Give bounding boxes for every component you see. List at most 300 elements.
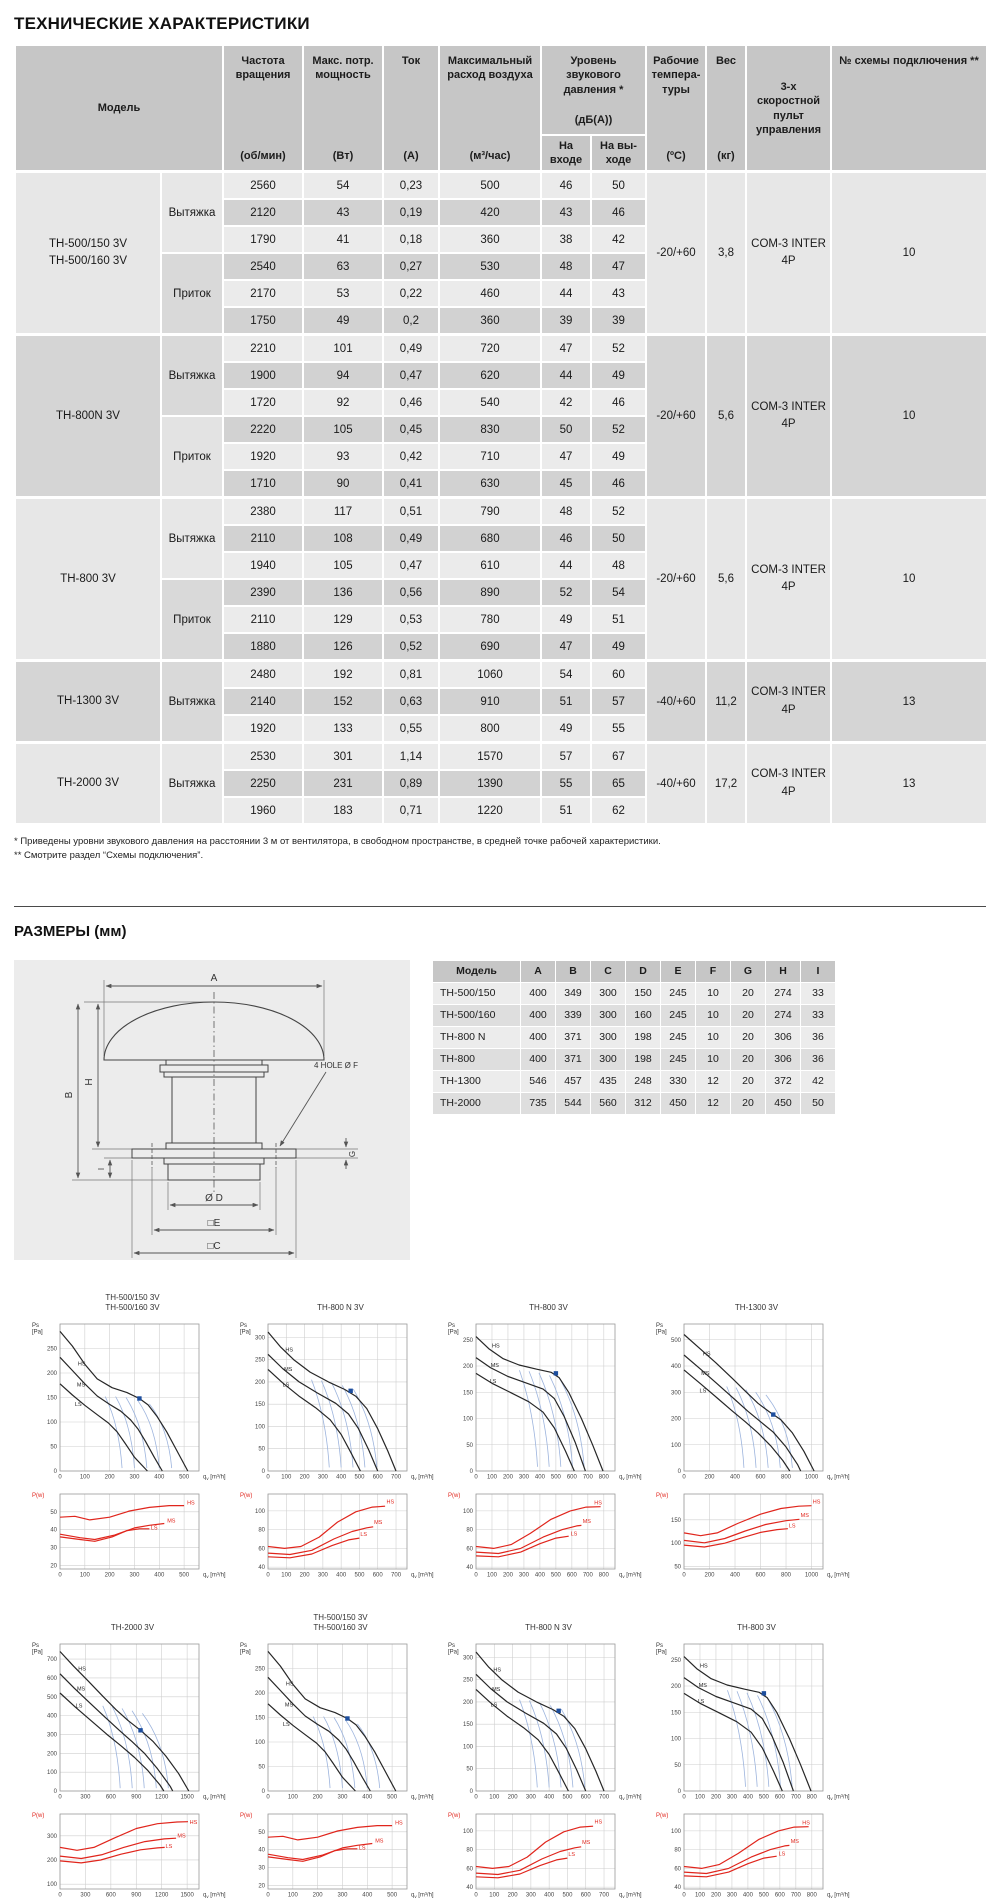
noise-in-value: 51: [541, 797, 591, 824]
dim-value: 248: [626, 1070, 661, 1092]
svg-text:250: 250: [46, 1346, 57, 1352]
dim-value: 42: [801, 1070, 836, 1092]
dim-value: 10: [696, 982, 731, 1004]
catalog-page: [0, 14, 1000, 1899]
power-value: 92: [303, 389, 383, 416]
operating-point-marker: [771, 1412, 775, 1416]
col-header-model: [15, 45, 223, 172]
dimensions-section: [14, 960, 986, 1260]
noise-in-value: 45: [541, 470, 591, 498]
svg-text:500: 500: [550, 1474, 561, 1480]
speed-value: 2170: [223, 280, 303, 307]
svg-text:200: 200: [312, 1794, 323, 1800]
svg-text:MS: MS: [76, 1686, 86, 1693]
temp-value: -40/+60: [646, 743, 706, 825]
weight-value: 3,8: [706, 172, 746, 335]
dim-col-header: G: [731, 960, 766, 982]
airflow-value: 780: [439, 606, 541, 633]
svg-text:LS: LS: [570, 1530, 578, 1537]
direction-cell: Приток: [161, 253, 223, 335]
dim-value: 12: [696, 1092, 731, 1114]
svg-text:50: 50: [258, 1446, 265, 1453]
noise-in-value: 48: [541, 253, 591, 280]
speed-value: 2210: [223, 335, 303, 363]
dim-col-header: D: [626, 960, 661, 982]
svg-text:300: 300: [670, 1389, 681, 1396]
power-value: 129: [303, 606, 383, 633]
pressure-chart-svg: [446, 1316, 651, 1486]
dim-value: 198: [626, 1026, 661, 1048]
speed-value: 1750: [223, 307, 303, 335]
svg-text:MS: MS: [284, 1366, 293, 1373]
svg-text:300: 300: [80, 1892, 91, 1898]
dim-value: 400: [521, 1048, 556, 1070]
dimensions-title: РАЗМЕРЫ (мм): [14, 922, 127, 940]
dim-value: 349: [556, 982, 591, 1004]
svg-text:300: 300: [518, 1572, 529, 1578]
chart-cell: [446, 1290, 651, 1584]
svg-text:60: 60: [466, 1545, 473, 1552]
svg-text:100: 100: [670, 1828, 681, 1835]
noise-in-value: 52: [541, 579, 591, 606]
svg-text:200: 200: [502, 1572, 513, 1578]
svg-text:[Pa]: [Pa]: [240, 1649, 251, 1655]
svg-text:LS: LS: [490, 1701, 498, 1708]
svg-text:400: 400: [336, 1572, 347, 1578]
svg-text:800: 800: [781, 1572, 792, 1578]
svg-text:500: 500: [758, 1794, 769, 1800]
svg-text:MS: MS: [375, 1838, 384, 1845]
svg-text:200: 200: [704, 1474, 715, 1480]
svg-text:0: 0: [474, 1892, 478, 1898]
speed-value: 1720: [223, 389, 303, 416]
svg-text:MS: MS: [698, 1682, 707, 1689]
dim-model-name: TH-800: [433, 1048, 521, 1070]
holes-label: 4 HOLE Ø F: [314, 1060, 359, 1070]
dimensions-table: [432, 960, 836, 1115]
series-HS: [476, 1506, 601, 1548]
noise-in-value: 44: [541, 552, 591, 579]
power-chart-svg: [446, 1806, 651, 1904]
svg-text:100: 100: [462, 1743, 473, 1750]
pressure-chart-svg: [30, 1636, 235, 1806]
svg-text:P(w): P(w): [656, 1812, 669, 1819]
dim-value: 306: [766, 1048, 801, 1070]
chart-title: TH-800 3V: [529, 1303, 568, 1313]
speed-value: 2110: [223, 606, 303, 633]
svg-text:100: 100: [254, 1739, 265, 1746]
svg-text:0: 0: [682, 1474, 686, 1480]
model-cell: TH-800N 3V: [15, 335, 161, 498]
dim-value: 400: [521, 1026, 556, 1048]
noise-in-value: 49: [541, 715, 591, 743]
dimension-row: [433, 1026, 836, 1048]
current-value: 0,19: [383, 199, 439, 226]
power-value: 183: [303, 797, 383, 824]
svg-text:MS: MS: [582, 1839, 591, 1846]
svg-text:qv [m³/h]: $q_v$ [m³/h]: [619, 1892, 642, 1899]
col-header-airflow: Максимальный расход воздуха (м³/час): [439, 45, 541, 172]
svg-text:200: 200: [507, 1892, 518, 1898]
scheme-value: 10: [831, 335, 987, 498]
noise-out-value: 49: [591, 443, 646, 470]
dim-value: 20: [731, 1026, 766, 1048]
series-MS: [60, 1357, 162, 1471]
speed-value: 1920: [223, 715, 303, 743]
power-value: 49: [303, 307, 383, 335]
current-value: 0,45: [383, 416, 439, 443]
svg-text:500: 500: [670, 1337, 681, 1344]
svg-text:600: 600: [774, 1892, 785, 1898]
airflow-value: 800: [439, 715, 541, 743]
speed-value: 2250: [223, 770, 303, 797]
svg-text:50: 50: [466, 1766, 473, 1773]
dim-value: 150: [626, 982, 661, 1004]
noise-in-value: 46: [541, 525, 591, 552]
dim-value: 371: [556, 1026, 591, 1048]
svg-text:0: 0: [682, 1572, 686, 1578]
svg-text:250: 250: [670, 1657, 681, 1664]
svg-text:700: 700: [582, 1474, 593, 1480]
dim-model-name: TH-2000: [433, 1092, 521, 1114]
weight-value: 11,2: [706, 661, 746, 743]
airflow-value: 720: [439, 335, 541, 363]
col-header-temp: Рабочие темпера- туры (ºС): [646, 45, 706, 172]
dim-model-name: TH-800 N: [433, 1026, 521, 1048]
dim-value: 546: [521, 1070, 556, 1092]
svg-text:100: 100: [486, 1474, 497, 1480]
noise-in-value: 44: [541, 362, 591, 389]
dim-col-header: E: [661, 960, 696, 982]
airflow-value: 1060: [439, 661, 541, 689]
svg-text:400: 400: [362, 1794, 373, 1800]
svg-text:400: 400: [534, 1474, 545, 1480]
svg-text:HS: HS: [802, 1819, 810, 1826]
svg-text:800: 800: [806, 1892, 817, 1898]
dim-value: 544: [556, 1092, 591, 1114]
col-header-noise-out: На вы- ходе: [591, 135, 646, 172]
direction-cell: Вытяжка: [161, 498, 223, 580]
operating-point-marker: [556, 1708, 560, 1712]
svg-text:200: 200: [502, 1474, 513, 1480]
dim-label-h: H: [84, 1077, 95, 1086]
svg-text:200: 200: [670, 1416, 681, 1422]
current-value: 0,41: [383, 470, 439, 498]
noise-out-value: 52: [591, 498, 646, 526]
power-value: 41: [303, 226, 383, 253]
dim-value: 50: [801, 1092, 836, 1114]
svg-text:qv [m³/h]: $q_v$ [m³/h]: [203, 1572, 226, 1579]
svg-text:LS: LS: [489, 1378, 497, 1385]
svg-text:80: 80: [466, 1527, 473, 1534]
dim-label-e: □E: [207, 1217, 221, 1229]
svg-text:[Pa]: [Pa]: [656, 1649, 667, 1655]
svg-text:0: 0: [682, 1794, 686, 1800]
dim-value: 36: [801, 1048, 836, 1070]
noise-out-value: 39: [591, 307, 646, 335]
dim-model-name: TH-1300: [433, 1070, 521, 1092]
svg-text:200: 200: [46, 1750, 57, 1757]
col-header-noise-in: На входе: [541, 135, 591, 172]
svg-text:0: 0: [53, 1468, 57, 1475]
svg-text:[Pa]: [Pa]: [32, 1649, 43, 1655]
scheme-value: 13: [831, 661, 987, 743]
specs-table-body: [15, 172, 987, 825]
svg-text:HS: HS: [285, 1681, 294, 1688]
svg-text:P(w): P(w): [448, 1812, 461, 1819]
svg-text:P(w): P(w): [32, 1812, 45, 1819]
dim-value: 735: [521, 1092, 556, 1114]
direction-cell: Приток: [161, 579, 223, 661]
svg-text:900: 900: [131, 1892, 142, 1898]
svg-text:0: 0: [677, 1788, 681, 1795]
svg-text:500: 500: [562, 1892, 573, 1898]
svg-text:1500: 1500: [180, 1892, 194, 1898]
chart-title: TH-500/150 3V TH-500/160 3V: [105, 1292, 160, 1313]
dim-value: 10: [696, 1048, 731, 1070]
power-value: 136: [303, 579, 383, 606]
dim-model-name: TH-500/150: [433, 982, 521, 1004]
airflow-value: 1570: [439, 743, 541, 771]
footnote-1: * Приведены уровни звукового давления на расстоянии 3 м от вентилятора, в свободном пространстве, в средней точке рабочей характеристики.: [14, 836, 661, 847]
svg-text:400: 400: [730, 1572, 741, 1578]
svg-text:HS: HS: [386, 1498, 395, 1505]
dim-value: 36: [801, 1026, 836, 1048]
svg-text:100: 100: [287, 1892, 298, 1898]
svg-text:60: 60: [466, 1865, 473, 1872]
noise-out-value: 48: [591, 552, 646, 579]
col-header-weight: Вес (кг): [706, 45, 746, 172]
speed-value: 2390: [223, 579, 303, 606]
operating-point-marker: [137, 1396, 141, 1400]
power-value: 117: [303, 498, 383, 526]
svg-text:60: 60: [258, 1545, 265, 1552]
speed-value: 2110: [223, 525, 303, 552]
power-value: 301: [303, 743, 383, 771]
dim-value: 300: [591, 1048, 626, 1070]
svg-text:100: 100: [281, 1572, 292, 1578]
dim-value: 312: [626, 1092, 661, 1114]
svg-text:30: 30: [50, 1545, 57, 1552]
svg-text:LS: LS: [358, 1844, 366, 1851]
svg-text:300: 300: [726, 1794, 737, 1800]
svg-text:200: 200: [507, 1794, 518, 1800]
airflow-value: 360: [439, 307, 541, 335]
noise-out-value: 55: [591, 715, 646, 743]
svg-text:100: 100: [694, 1794, 705, 1800]
svg-text:0: 0: [266, 1474, 270, 1480]
noise-in-value: 39: [541, 307, 591, 335]
noise-in-value: 50: [541, 416, 591, 443]
spec-row: [15, 335, 987, 363]
svg-text:50: 50: [258, 1764, 265, 1770]
svg-text:LS: LS: [697, 1698, 705, 1705]
airflow-value: 710: [439, 443, 541, 470]
power-value: 63: [303, 253, 383, 280]
airflow-value: 1390: [439, 770, 541, 797]
svg-text:0: 0: [58, 1572, 62, 1578]
dim-value: 245: [661, 982, 696, 1004]
airflow-value: 540: [439, 389, 541, 416]
svg-text:HS: HS: [493, 1667, 502, 1674]
svg-text:600: 600: [580, 1794, 591, 1800]
svg-text:LS: LS: [74, 1401, 82, 1408]
svg-text:qv [m³/h]: $q_v$ [m³/h]: [203, 1794, 226, 1801]
svg-text:400: 400: [534, 1572, 545, 1578]
svg-text:LS: LS: [788, 1522, 796, 1529]
noise-out-value: 67: [591, 743, 646, 771]
specs-table: [14, 44, 988, 825]
svg-text:40: 40: [50, 1527, 57, 1534]
speed-value: 2560: [223, 172, 303, 200]
svg-text:200: 200: [299, 1572, 310, 1578]
svg-text:LS: LS: [150, 1524, 158, 1531]
scheme-value: 10: [831, 498, 987, 661]
noise-out-value: 50: [591, 172, 646, 200]
svg-text:400: 400: [154, 1474, 165, 1480]
power-value: 43: [303, 199, 383, 226]
svg-text:80: 80: [258, 1527, 265, 1534]
svg-text:500: 500: [387, 1892, 398, 1898]
speed-value: 1710: [223, 470, 303, 498]
svg-text:600: 600: [755, 1572, 766, 1578]
svg-text:200: 200: [462, 1363, 473, 1370]
svg-text:HS: HS: [699, 1663, 708, 1670]
fan-diagram-svg: [14, 960, 410, 1260]
noise-in-value: 46: [541, 172, 591, 200]
svg-text:LS: LS: [165, 1843, 173, 1850]
svg-text:600: 600: [372, 1474, 383, 1480]
pressure-chart-svg: [446, 1636, 651, 1806]
svg-text:100: 100: [281, 1474, 292, 1480]
svg-text:800: 800: [598, 1572, 609, 1578]
speed-value: 2120: [223, 199, 303, 226]
svg-text:300: 300: [518, 1474, 529, 1480]
svg-text:Ps: Ps: [240, 1642, 248, 1649]
svg-text:150: 150: [254, 1401, 265, 1408]
direction-cell: Вытяжка: [161, 335, 223, 417]
control-value: COM-3 INTER 4P: [746, 335, 831, 498]
dim-col-header: H: [766, 960, 801, 982]
svg-text:300: 300: [129, 1474, 140, 1480]
svg-text:100: 100: [79, 1474, 90, 1480]
svg-text:300: 300: [80, 1794, 91, 1800]
dim-value: 400: [521, 1004, 556, 1026]
svg-text:[Pa]: [Pa]: [656, 1329, 667, 1335]
chart-title: TH-2000 3V: [110, 1623, 155, 1633]
svg-text:20: 20: [50, 1562, 57, 1569]
svg-text:500: 500: [354, 1474, 365, 1480]
svg-text:150: 150: [670, 1709, 681, 1716]
svg-text:300: 300: [46, 1833, 57, 1840]
svg-text:50: 50: [50, 1509, 57, 1516]
speed-value: 1940: [223, 552, 303, 579]
airflow-value: 680: [439, 525, 541, 552]
svg-text:150: 150: [254, 1715, 265, 1721]
dim-value: 10: [696, 1004, 731, 1026]
control-value: COM-3 INTER 4P: [746, 661, 831, 743]
svg-text:0: 0: [682, 1892, 686, 1898]
dim-value: 20: [731, 1004, 766, 1026]
svg-text:600: 600: [46, 1675, 57, 1682]
svg-text:1500: 1500: [180, 1794, 194, 1800]
dim-value: 450: [661, 1092, 696, 1114]
airflow-value: 1220: [439, 797, 541, 824]
svg-text:100: 100: [462, 1508, 473, 1515]
dim-label-c: □C: [207, 1240, 221, 1252]
svg-text:600: 600: [105, 1794, 116, 1800]
current-value: 0,27: [383, 253, 439, 280]
svg-text:300: 300: [317, 1474, 328, 1480]
svg-text:40: 40: [258, 1564, 265, 1571]
svg-text:150: 150: [462, 1389, 473, 1396]
noise-out-value: 46: [591, 199, 646, 226]
current-value: 0,63: [383, 688, 439, 715]
svg-text:100: 100: [670, 1540, 681, 1547]
col-header-power: Макс. потр. мощность (Вт): [303, 45, 383, 172]
svg-text:qv [m³/h]: $q_v$ [m³/h]: [411, 1892, 434, 1899]
dim-value: 245: [661, 1048, 696, 1070]
chart-cell: [30, 1290, 235, 1584]
operating-point-marker: [348, 1388, 352, 1392]
dim-value: 20: [731, 1048, 766, 1070]
svg-text:MS: MS: [800, 1512, 809, 1519]
specs-table-header: [15, 45, 987, 172]
dim-label-d: Ø D: [205, 1192, 223, 1204]
noise-out-value: 50: [591, 525, 646, 552]
svg-text:qv [m³/h]: $q_v$ [m³/h]: [827, 1474, 850, 1481]
dim-value: 20: [731, 982, 766, 1004]
svg-text:100: 100: [694, 1892, 705, 1898]
svg-text:200: 200: [46, 1857, 57, 1864]
dimension-row: [433, 1004, 836, 1026]
power-chart-svg: [30, 1806, 235, 1904]
chart-title: TH-800 3V: [737, 1623, 776, 1633]
svg-text:qv [m³/h]: $q_v$ [m³/h]: [203, 1892, 226, 1899]
noise-in-value: 47: [541, 335, 591, 363]
svg-text:MS: MS: [492, 1686, 501, 1693]
power-chart-svg: [446, 1486, 651, 1584]
svg-text:400: 400: [670, 1363, 681, 1370]
current-value: 0,71: [383, 797, 439, 824]
chart-title: TH-1300 3V: [734, 1303, 779, 1313]
svg-text:0: 0: [261, 1788, 265, 1795]
pressure-chart-svg: [654, 1316, 859, 1486]
direction-cell: Вытяжка: [161, 172, 223, 254]
svg-text:700: 700: [599, 1794, 610, 1800]
dimension-row: [433, 1092, 836, 1114]
dim-value: 33: [801, 982, 836, 1004]
current-value: 1,14: [383, 743, 439, 771]
speed-value: 2380: [223, 498, 303, 526]
speed-value: 1900: [223, 362, 303, 389]
svg-text:800: 800: [806, 1794, 817, 1800]
power-value: 133: [303, 715, 383, 743]
svg-text:700: 700: [790, 1794, 801, 1800]
svg-text:500: 500: [550, 1572, 561, 1578]
dim-value: 450: [766, 1092, 801, 1114]
pressure-chart-svg: [238, 1636, 443, 1806]
direction-cell: Приток: [161, 416, 223, 498]
dim-value: 33: [801, 1004, 836, 1026]
svg-text:0: 0: [58, 1892, 62, 1898]
svg-text:LS: LS: [699, 1387, 707, 1394]
svg-text:Ps: Ps: [448, 1322, 456, 1329]
scheme-value: 10: [831, 172, 987, 335]
svg-text:100: 100: [254, 1508, 265, 1515]
svg-text:Ps: Ps: [656, 1322, 664, 1329]
svg-text:HS: HS: [77, 1361, 86, 1368]
